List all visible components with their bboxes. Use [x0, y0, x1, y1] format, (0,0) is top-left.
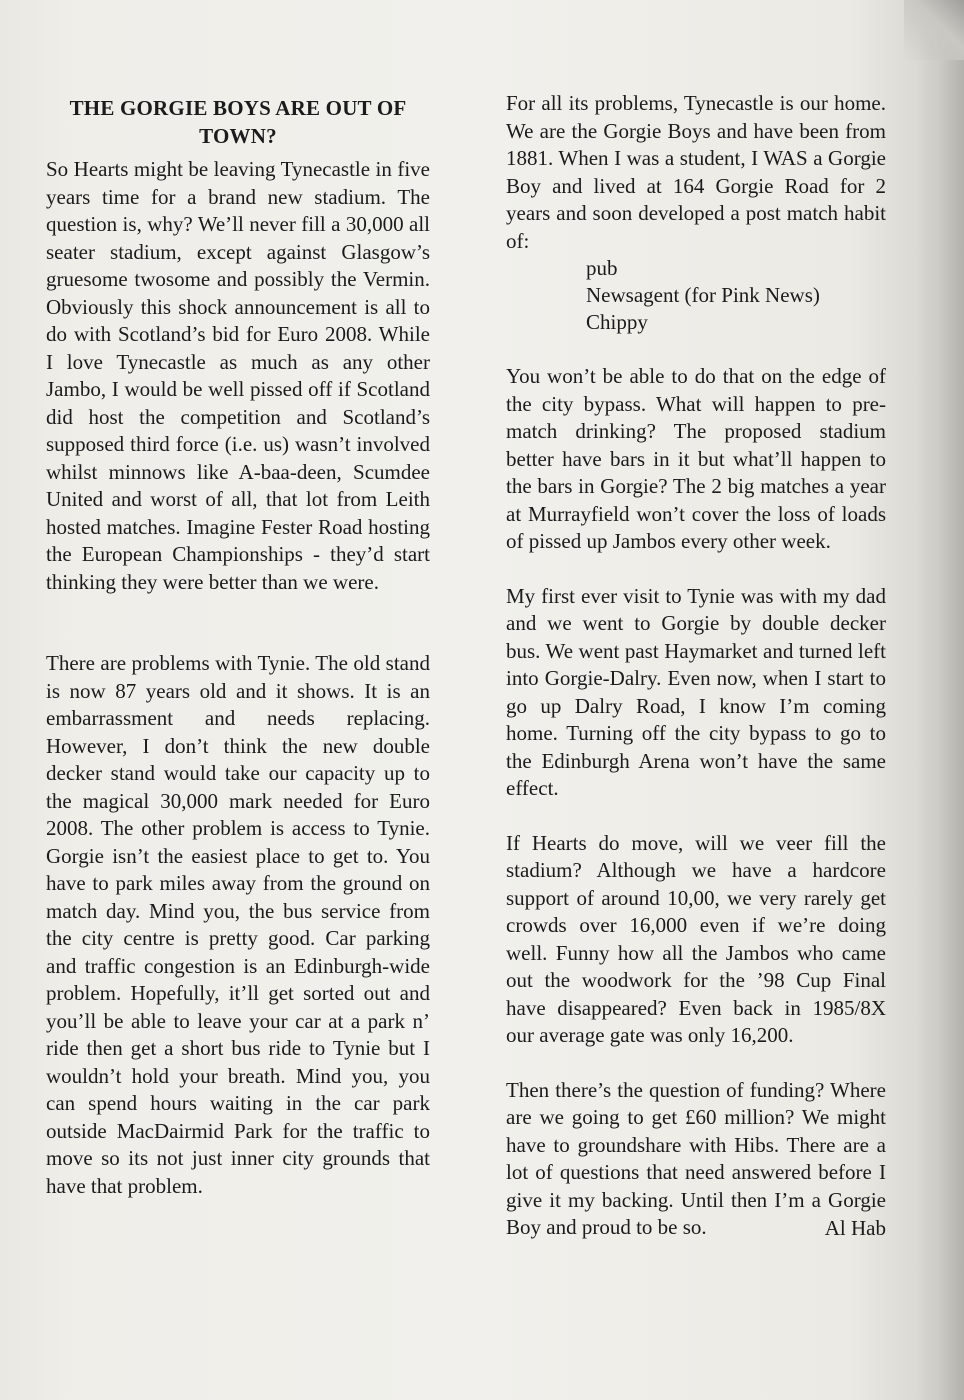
paragraph-euro-bid: So Hearts might be leaving Tynecastle in five years time for a brand new stadium. The question is, why? We’ll never fill a 30,000 all seater stadium, except against Glasgow’s gruesome twosome and possibly the Vermin. Obviously this shock announcement is all to do with Scotland’s bid for Euro 2008. While I love Tynecastle as much as any other Jambo, I would be well pissed off if Scotland did host the competition and Scotland’s supposed third force (i.e. us) wasn’t involved whilst minnows like A-baa-deen, Scumdee United and worst of all, that lot from Leith hosted matches. Imagine Fester Road hosting the European Championships - they’d start thinking they were better than we were.: [46, 157, 430, 594]
author-signature: Al Hab: [824, 1215, 886, 1240]
paragraph-gap: [506, 803, 886, 830]
paragraph-bypass: You won’t be able to do that on the edge of the city bypass. What will happen to pre-match drinking? The proposed stadium better have bars in it but what’ll happen to the bars in Gorgie? The 2 big matches a year at Murrayfield won’t cover the loss of loads of pissed up Jambos every other week.: [506, 364, 886, 553]
article-title: THE GORGIE BOYS ARE OUT OF TOWN?: [69, 96, 407, 148]
paragraph-crowds: If Hearts do move, will we veer fill the stadium? Although we have a hardcore support of around 10,00, we very rarely get crowds over 16,000 even if we’re doing well. Funny how all the Jambos who came out the woodwork for the ’98 Cup Final have disappeared? Even back in 1985/8X our average gate was only 16,200.: [506, 830, 886, 1047]
paragraph-gap: [46, 596, 430, 623]
list-item: pub: [586, 256, 618, 280]
left-column: [46, 94, 430, 1200]
paragraph-gap: [506, 1050, 886, 1077]
paragraph-tynie-problems: There are problems with Tynie. The old stand is now 87 years old and it shows. It is an embarrassment and needs replacing. However, I don’t think the new double decker stand would take our capacity up to the magical 30,000 mark needed for Euro 2008. The other problem is access to Tynie. Gorgie isn’t the easiest place to get to. You have to park miles away from the ground on match day. Mind you, the bus service from the city centre is pretty good. Car parking and traffic congestion is an Edinburgh-wide problem. Hopefully, it’ll get sorted out and you’ll be able to leave your car at a park n’ ride then get a short bus ride to Tynie but I wouldn’t hold your breath. Mind you, you can spend hours waiting in the car park outside MacDairmid Park for the traffic to move so its not just inner city grounds that have that problem.: [46, 651, 430, 1198]
habit-list: [506, 255, 886, 336]
page-curl: [904, 0, 964, 60]
right-column: [506, 90, 886, 1242]
paragraph-gap: [506, 556, 886, 583]
paragraph-funding: Then there’s the question of funding? Where are we going to get £60 million? We might have to groundshare with Hibs. There are a lot of questions that need answered before I give it my backing. Until then I’m a Gorgie Boy and proud to be so.: [506, 1077, 886, 1239]
paragraph-first-visit: My first ever visit to Tynie was with my dad and we went to Gorgie by double decker bus. We went past Haymarket and turned left into Gorgie-Dalry. Even now, when I start to go up Dalry Road, I know I’m coming home. Turning off the city bypass to go to the Edinburgh Arena won’t have the same effect.: [506, 583, 886, 800]
page-edge-shadow: [918, 0, 964, 1400]
list-item: Chippy: [586, 310, 648, 334]
paragraph-home: For all its problems, Tynecastle is our home. We are the Gorgie Boys and have been from 1881. When I was a student, I WAS a Gorgie Boy and lived at 164 Gorgie Road for 2 years and soon developed a post match habit of:: [506, 91, 886, 253]
paragraph-gap: [506, 336, 886, 363]
list-item: Newsagent (for Pink News): [586, 283, 820, 307]
paragraph-gap: [46, 623, 430, 650]
